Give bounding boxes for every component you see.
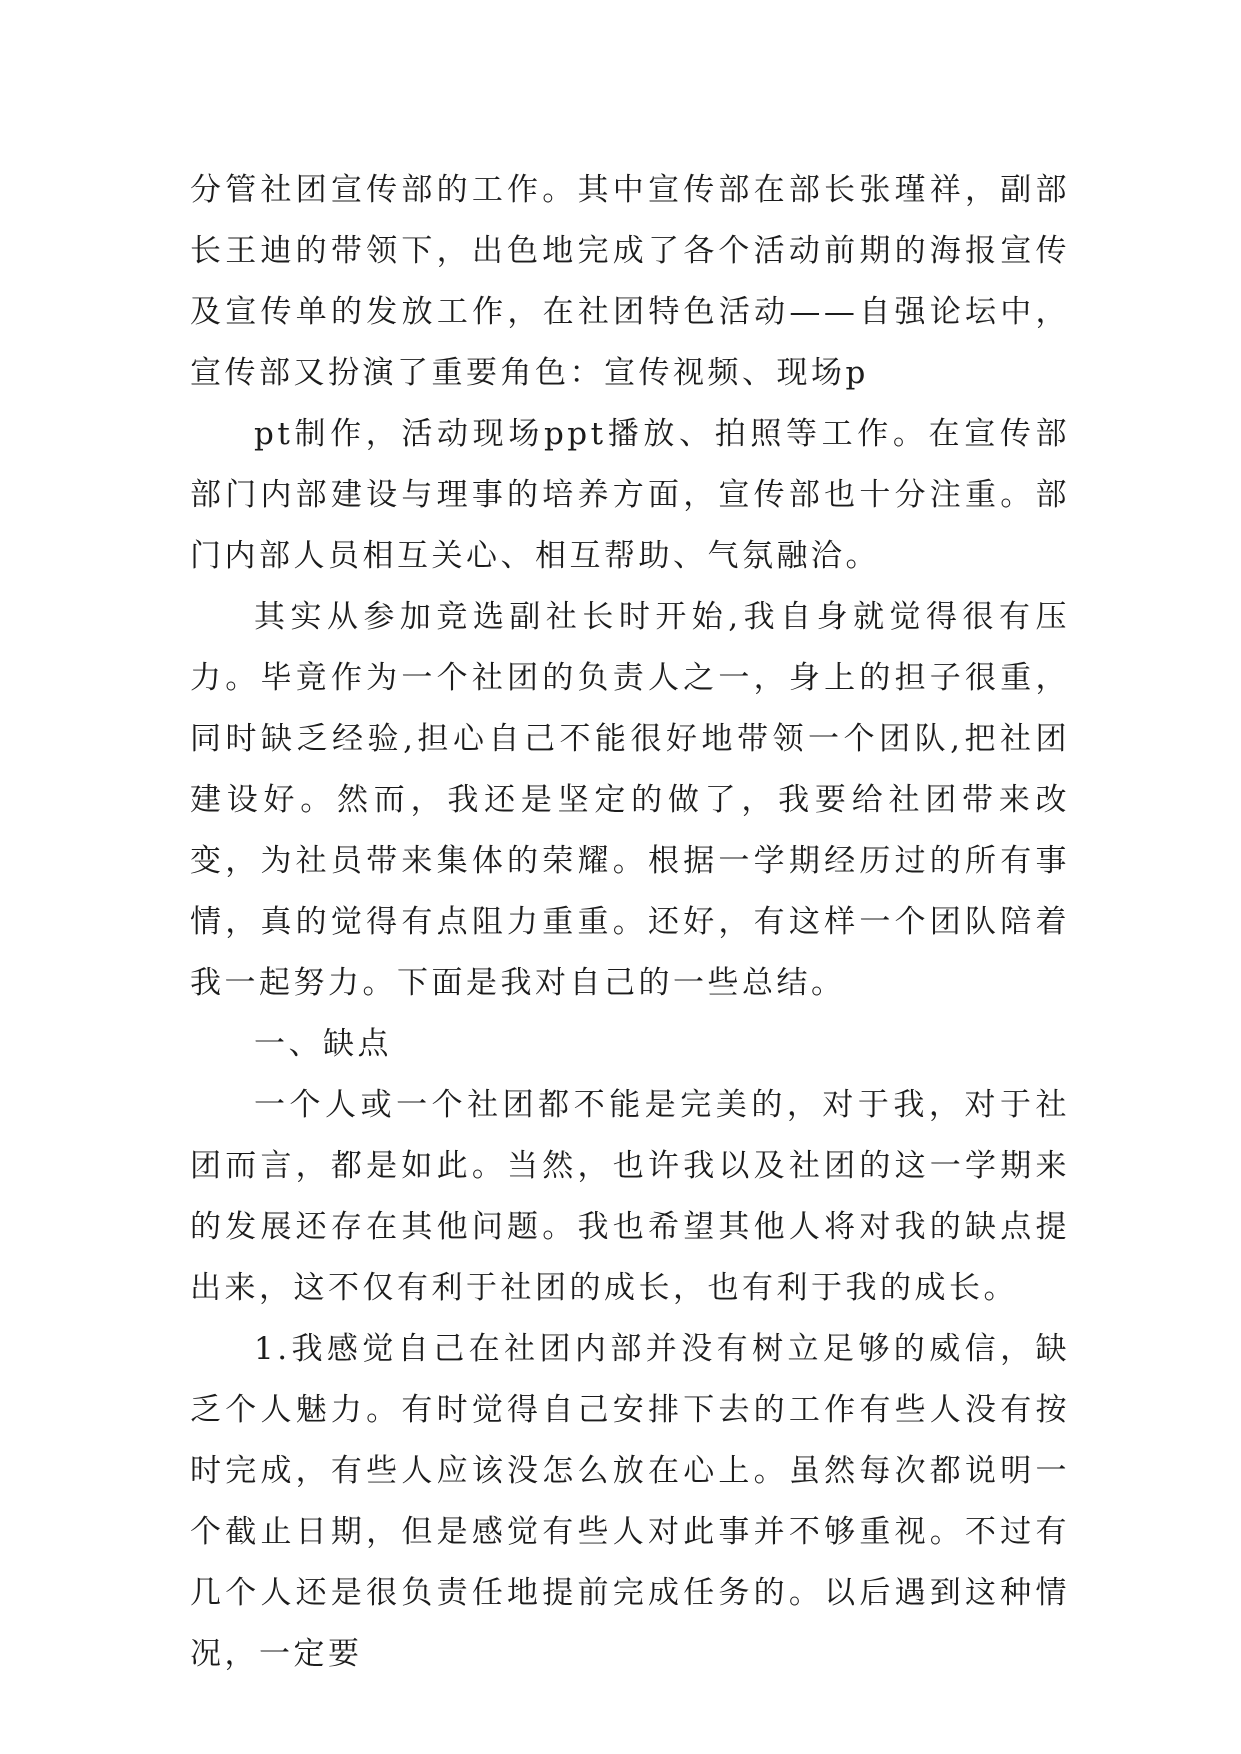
- paragraph-point-1: 1.我感觉自己在社团内部并没有树立足够的威信，缺乏个人魅力。有时觉得自己安排下去的工作有些人没有按时完成，有些人应该没怎么放在心上。虽然每次都说明一个截止日期，但是感觉有些人对此事并不够重视。不过有几个人还是很负责任地提前完成任务的。以后遇到这种情况，一定要: [190, 1331, 1070, 1672]
- section-heading-shortcomings: 一、缺点: [254, 1026, 392, 1062]
- paragraph-ppt-production: pt制作，活动现场ppt播放、拍照等工作。在宣传部部门内部建设与理事的培养方面，宣传部也十分注重。部门内部人员相互关心、相互帮助、气氛融洽。: [190, 416, 1070, 574]
- paragraph-publicity-department: 分管社团宣传部的工作。其中宣传部在部长张瑾祥，副部长王迪的带领下，出色地完成了各个活动前期的海报宣传及宣传单的发放工作，在社团特色活动——自强论坛中，宣传部又扮演了重要角色：宣传视频、现场p: [190, 172, 1070, 391]
- paragraph-imperfection: 一个人或一个社团都不能是完美的，对于我，对于社团而言，都是如此。当然，也许我以及社团的这一学期来的发展还存在其他问题。我也希望其他人将对我的缺点提出来，这不仅有利于社团的成长，也有利于我的成长。: [190, 1087, 1070, 1306]
- document-body: [190, 160, 1070, 1685]
- paragraph-pressure-reflection: 其实从参加竞选副社长时开始,我自身就觉得很有压力。毕竟作为一个社团的负责人之一，身上的担子很重，同时缺乏经验,担心自己不能很好地带领一个团队,把社团建设好。然而，我还是坚定的做了，我要给社团带来改变，为社员带来集体的荣耀。根据一学期经历过的所有事情，真的觉得有点阻力重重。还好，有这样一个团队陪着我一起努力。下面是我对自己的一些总结。: [190, 599, 1070, 1001]
